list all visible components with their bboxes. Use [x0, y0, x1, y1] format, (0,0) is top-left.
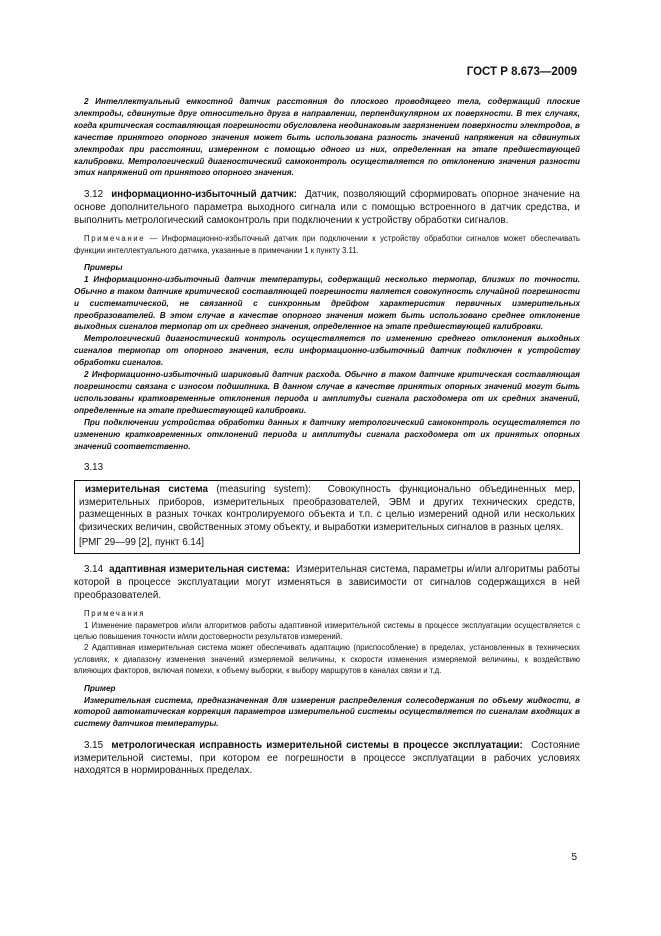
quoted-definition-box [74, 480, 580, 554]
term: информационно-избыточный датчик: [111, 189, 297, 201]
notes-label: Примечания [84, 609, 146, 619]
page-number: 5 [571, 852, 577, 863]
example-paragraph-capacitive-sensor: 2 Интеллектуальный емкостной датчик расстояния до плоского проводящего тела, содержащий плоские электроды, сдвинутые друг относительно друга в направлении, перпендикулярном их поверхности. В тех случаях, когда критическая составляющая погрешности обусловлена неодинаковым загрязнением поверхности электродов, в качестве принятого опорного значения может быть использована разность значений напряжения на сдвинутых электродах при расстоянии, измеренном с помощью одного из них, определенная на этапе предшествующей калибровки. Метрологический диагностический самоконтроль осуществляется по отклонению значения разности этих напряжений от принятого опорного значения. [74, 97, 580, 178]
example-item: 2 Информационно-избыточный шариковый датчик расхода. Обычно в таком датчике критическая составляющая погрешности связана с износом подшипника. В данном случае в качестве принятых опорных значений могут быть использованы кратковременные отклонения периода и амплитуды сигнала расходомера от их средних значений, определенные на этапе предшествующей калибровки. [74, 370, 580, 415]
note-label: Примечание [84, 234, 146, 244]
note-3-12 [74, 233, 580, 256]
section-3-14 [74, 564, 580, 602]
section-3-13 [79, 484, 575, 534]
document-code-header: ГОСТ Р 8.673—2009 [466, 66, 577, 78]
definition: Измерительная система, параметры и/или алгоритмы работы которой в процессе эксплуатации могут изменяться в зависимости от сигналов содержащихся в ней преобразователей. [74, 564, 580, 601]
section-number: 3.14 [84, 564, 104, 576]
term: измерительная система [85, 484, 208, 496]
term: метрологическая исправность измерительной системы в процессе эксплуатации: [111, 740, 523, 752]
page-content [74, 96, 580, 778]
definition: Состояние измерительной системы, при котором ее погрешности в процессе эксплуатации в рабочих условиях находятся в нормированных пределах. [74, 740, 580, 777]
definition: Датчик, позволяющий сформировать опорное значение на основе дополнительного параметра выходного сигнала или с помощью встроенного в датчик средства, и выполнить метрологический самоконтроль при подключении к устройству обработки сигналов. [74, 189, 580, 226]
term-english: (measuring system): [216, 484, 311, 496]
source-reference: [РМГ 29—99 [2], пункт 6.14] [79, 537, 204, 549]
note-item: 2 Адаптивная измерительная система может обеспечивать адаптацию (приспособление) в пределах, установленных в технических условиях, к диапазону изменения значений измеряемой величины, к скорости изменения измеряемой величины, к воздействию влияющих факторов, включая помехи, к объему выборки, к выбору маршрутов в каналах связи и т.д. [74, 643, 580, 676]
note-text: — Информационно-избыточный датчик при подключении к устройству обработки сигналов может обеспечивать функции интеллектуального датчика, указанные в примечании 1 к пункту 3.11. [74, 234, 580, 255]
definition: Совокупность функционально объединенных мер, измерительных приборов, измерительных преобразователей, ЭВМ и других технических средств, размещенных в разных точках контролируемого объекта и т.п. с целью измерений одной или нескольких физических величин, свойственных этому объекту, и выработки измерительных сигналов в разных целях. [79, 484, 575, 533]
example-item: 1 Информационно-избыточный датчик температуры, содержащий несколько термопар, близких по точности. Обычно в таком датчике критической составляющей погрешности является совокупность случайной погрешности и систематической, не связанной с синхронным дрейфом характеристик первичных измерительных преобразователей. В этом случае в качестве опорного значения может быть использовано среднее отклонение выходных сигналов термопар от их среднего значения, определенное на этапе предшествующей калибровки. [74, 274, 580, 332]
section-3-15 [74, 740, 580, 778]
section-3-12 [74, 189, 580, 227]
example-item: Метрологический диагностический контроль осуществляется по изменению среднего отклонения выходных сигналов термопар от опорного значения, если информационно-избыточный датчик подключен к устройству обработки сигналов. [74, 334, 580, 368]
section-number: 3.15 [84, 740, 104, 752]
term: адаптивная измерительная система: [109, 564, 290, 576]
example-item: Измерительная система, предназначенная для измерения распределения солесодержания по объему жидкости, в которой автоматическая коррекция параметров измерительной системы осуществляется по сигналам входящих в систему датчиков температуры. [74, 695, 580, 729]
example-item: При подключении устройства обработки данных к датчику метрологический самоконтроль осуществляется по изменению кратковременных отклонений периода и амплитуды сигнала расходомера от их принятых опорных значений соответственно. [74, 417, 580, 451]
note-item: 1 Изменение параметров и/или алгоритмов работы адаптивной измерительной системы в процессе эксплуатации осуществляется с целью повышения точности и/или достоверности результатов измерений. [74, 620, 580, 641]
section-number: 3.12 [84, 189, 104, 201]
example-label: Пример [84, 683, 116, 693]
examples-label: Примеры [84, 262, 123, 272]
section-3-13-number: 3.13 [84, 462, 104, 474]
